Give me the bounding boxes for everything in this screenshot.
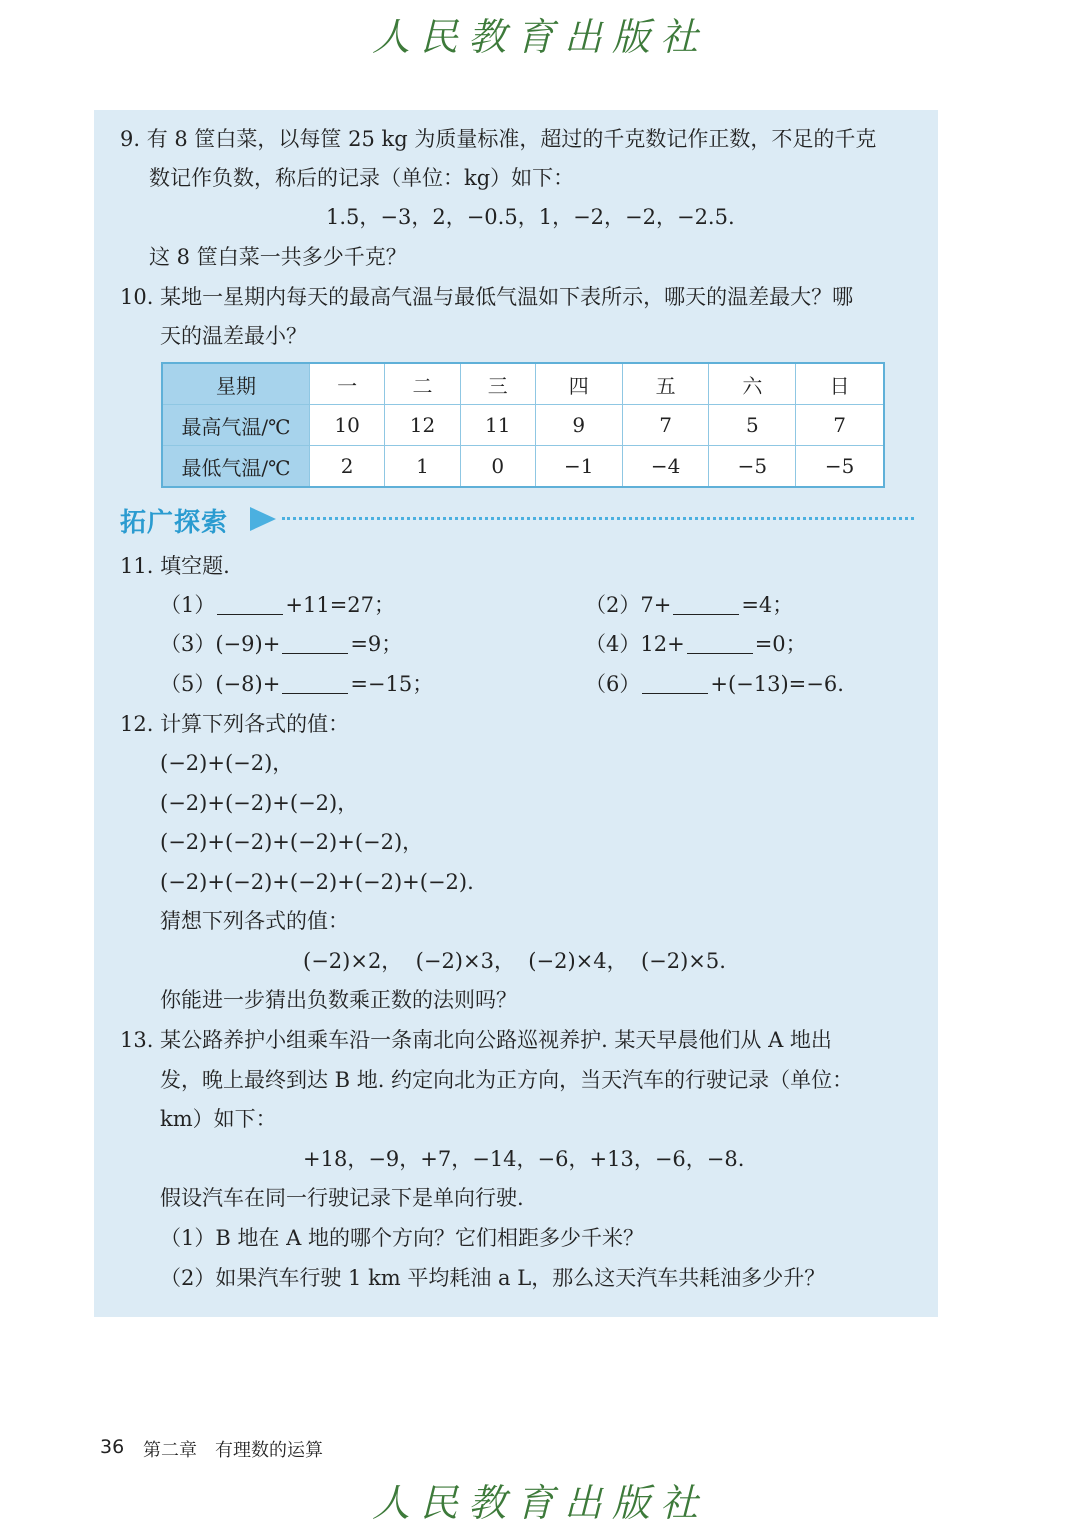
problem-11-title: 11. 填空题.	[120, 554, 230, 578]
problem-13-q1: （1）B 地在 A 地的哪个方向？它们相距多少千米？	[160, 1226, 644, 1250]
fill-item-5-prefix: （5）(−8)+	[160, 672, 281, 696]
fill-blank	[282, 635, 348, 654]
page-number: 36	[100, 1436, 125, 1458]
day-cell: 五	[622, 363, 709, 405]
low-cell: −1	[535, 446, 622, 488]
low-cell: 0	[460, 446, 535, 488]
problem-13-line3: km）如下：	[160, 1107, 277, 1131]
fill-item-3	[160, 631, 402, 657]
day-cell: 四	[535, 363, 622, 405]
fill-item-5-suffix: =−15；	[350, 672, 434, 696]
day-cell: 日	[796, 363, 884, 405]
day-cell: 六	[709, 363, 796, 405]
fill-blank	[673, 596, 739, 615]
fill-item-6-prefix: （6）	[585, 672, 641, 696]
fill-item-2	[585, 592, 793, 618]
problem-13-data: +18，−9，+7，−14，−6，+13，−6，−8.	[303, 1147, 745, 1171]
problem-13-line1: 13. 某公路养护小组乘车沿一条南北向公路巡视养护. 某天早晨他们从 A 地出	[120, 1028, 832, 1052]
problem-9-data: 1.5，−3，2，−0.5，1，−2，−2，−2.5.	[326, 205, 735, 229]
problem-9-line1: 9. 有 8 筐白菜，以每筐 25 kg 为质量标准，超过的千克数记作正数，不足的千克	[120, 127, 877, 151]
high-cell: 9	[535, 405, 622, 446]
publisher-watermark-top: 人民教育出版社	[371, 15, 708, 59]
fill-item-5	[160, 671, 433, 697]
day-cell: 二	[385, 363, 460, 405]
day-cell: 三	[460, 363, 535, 405]
expression-3: (−2)+(−2)+(−2)+(−2)，	[160, 830, 424, 854]
fill-blank	[282, 675, 348, 694]
high-cell: 7	[796, 405, 884, 446]
day-cell: 一	[310, 363, 385, 405]
fill-item-6-suffix: +(−13)=−6.	[710, 672, 844, 696]
fill-item-3-suffix: =9；	[350, 632, 403, 656]
expression-4: (−2)+(−2)+(−2)+(−2)+(−2).	[160, 870, 474, 894]
low-cell: −4	[622, 446, 709, 488]
fill-item-1-suffix: +11=27；	[285, 593, 396, 617]
table-row-days	[162, 363, 884, 405]
high-cell: 7	[622, 405, 709, 446]
problem-9-line2: 数记作负数，称后的记录（单位：kg）如下：	[149, 166, 575, 190]
fill-blank	[642, 675, 708, 694]
fill-item-6	[585, 671, 844, 697]
guess-prompt: 猜想下列各式的值：	[160, 909, 349, 933]
chapter-title: 第二章 有理数的运算	[143, 1440, 323, 1461]
fill-blank	[217, 596, 283, 615]
high-cell: 11	[460, 405, 535, 446]
high-cell: 12	[385, 405, 460, 446]
publisher-watermark-bottom: 人民教育出版社	[371, 1481, 708, 1525]
problem-13-q2: （2）如果汽车行驶 1 km 平均耗油 a L，那么这天汽车共耗油多少升？	[160, 1266, 826, 1290]
low-cell: 2	[310, 446, 385, 488]
problem-12-question: 你能进一步猜出负数乘正数的法则吗？	[160, 988, 517, 1012]
fill-item-1	[160, 592, 395, 618]
problem-10-line2: 天的温差最小？	[160, 324, 307, 348]
high-cell: 10	[310, 405, 385, 446]
low-temp-label: 最低气温/℃	[162, 446, 310, 488]
high-temp-label: 最高气温/℃	[162, 405, 310, 446]
low-cell: −5	[796, 446, 884, 488]
fill-item-4-prefix: （4）12+	[585, 632, 685, 656]
problem-13-line2: 发，晚上最终到达 B 地. 约定向北为正方向，当天汽车的行驶记录（单位：	[160, 1068, 854, 1092]
section-divider	[282, 517, 914, 520]
fill-item-1-prefix: （1）	[160, 593, 216, 617]
temperature-table	[161, 362, 885, 488]
fill-item-2-suffix: =4；	[741, 593, 794, 617]
low-cell: 1	[385, 446, 460, 488]
problem-9-question: 这 8 筐白菜一共多少千克？	[149, 245, 407, 269]
section-title: 拓广探索	[120, 508, 229, 538]
expression-1: (−2)+(−2)，	[160, 751, 294, 775]
problem-13-assumption: 假设汽车在同一行驶记录下是单向行驶.	[160, 1186, 524, 1210]
fill-item-2-prefix: （2）7+	[585, 593, 672, 617]
table-header-label: 星期	[162, 363, 310, 405]
table-row-high	[162, 405, 884, 446]
fill-item-4-suffix: =0；	[754, 632, 807, 656]
products-line: (−2)×2， (−2)×3， (−2)×4， (−2)×5.	[303, 949, 726, 973]
fill-item-3-prefix: （3）(−9)+	[160, 632, 281, 656]
fill-item-4	[585, 631, 807, 657]
problem-12-title: 12. 计算下列各式的值：	[120, 712, 350, 736]
table-row-low	[162, 446, 884, 488]
problem-10-line1: 10. 某地一星期内每天的最高气温与最低气温如下表所示，哪天的温差最大？哪	[120, 285, 854, 309]
fill-blank	[687, 635, 753, 654]
low-cell: −5	[709, 446, 796, 488]
section-arrow-icon	[250, 507, 276, 531]
expression-2: (−2)+(−2)+(−2)，	[160, 791, 359, 815]
high-cell: 5	[709, 405, 796, 446]
